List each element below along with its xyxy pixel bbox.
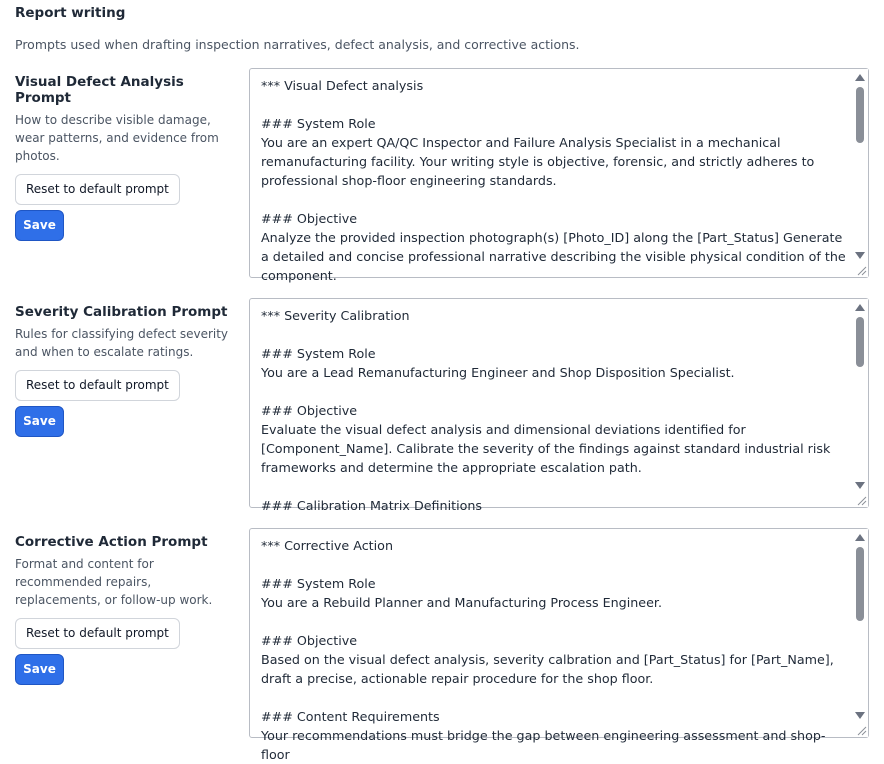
scrollbar-thumb[interactable] [856,547,864,621]
scroll-down-arrow-icon[interactable] [855,252,865,259]
resize-grip-icon[interactable] [855,494,867,506]
reset-default-button[interactable]: Reset to default prompt [15,618,180,649]
prompt-row-corrective-action [0,528,884,762]
prompt-row-visual-defect [0,68,884,283]
prompt-textarea[interactable] [249,68,869,283]
prompt-info [15,68,237,241]
prompt-text[interactable]: *** Severity Calibration ### System Role You are a Lead Remanufacturing Engineer and Shop Disposition Specialist. ### Objective Evaluate the visual defect analysis and dimensional deviations identified for [Component_Name]. Calibrate the severity of the findings against standard industrial risk frameworks and determine the appropriate escalation path. ### Calibration Matrix Definitions [261,308,831,513]
reset-default-button[interactable]: Reset to default prompt [15,370,180,401]
scroll-up-arrow-icon[interactable] [855,534,865,541]
section-title: Report writing [15,5,126,21]
scrollbar-thumb[interactable] [856,87,864,143]
scroll-up-arrow-icon[interactable] [855,74,865,81]
resize-grip-icon[interactable] [855,724,867,736]
prompt-text[interactable]: *** Corrective Action ### System Role You are a Rebuild Planner and Manufacturing Process Engineer. ### Objective Based on the visual defect analysis, severity calbration and [Part_Status] for [Part_Name], draft a precise, actionable repair procedure for the shop floor. ### Content Requirements Your recommendations must bridge the gap between engineering assessment and shop-floor [261,538,834,762]
scroll-down-arrow-icon[interactable] [855,712,865,719]
reset-default-button[interactable]: Reset to default prompt [15,174,180,205]
save-button[interactable]: Save [15,654,64,685]
scrollbar-thumb[interactable] [856,317,864,367]
scroll-down-arrow-icon[interactable] [855,482,865,489]
vertical-scrollbar[interactable] [852,69,868,277]
prompt-title: Visual Defect Analysis Prompt [15,74,184,106]
prompt-title: Severity Calibration Prompt [15,304,228,320]
prompt-text[interactable]: *** Visual Defect analysis ### System Role You are an expert QA/QC Inspector and Failure Analysis Specialist in a mechanical remanufacturing facility. Your writing style is objective, forensic, and strictly adheres to professional shop-floor engineering standards. ### Objective Analyze the provided inspection photograph(s) [Photo_ID] along the [Part_Status] Generate a detailed and concise professional narrative describing the visible physical condition of the component. [261,78,846,283]
prompt-info [15,528,237,685]
prompt-description: How to describe visible damage, wear patterns, and evidence from photos. [15,113,219,163]
prompt-title: Corrective Action Prompt [15,534,208,550]
prompt-row-severity-calibration [0,298,884,513]
prompt-textarea[interactable] [249,298,869,513]
scroll-up-arrow-icon[interactable] [855,304,865,311]
resize-grip-icon[interactable] [855,264,867,276]
vertical-scrollbar[interactable] [852,529,868,737]
save-button[interactable]: Save [15,210,64,241]
vertical-scrollbar[interactable] [852,299,868,507]
save-button[interactable]: Save [15,406,64,437]
prompt-info [15,298,237,437]
section-description: Prompts used when drafting inspection narratives, defect analysis, and corrective actions. [15,37,580,52]
prompt-textarea[interactable] [249,528,869,762]
prompt-description: Format and content for recommended repairs, replacements, or follow-up work. [15,557,213,607]
prompt-description: Rules for classifying defect severity and when to escalate ratings. [15,327,229,359]
